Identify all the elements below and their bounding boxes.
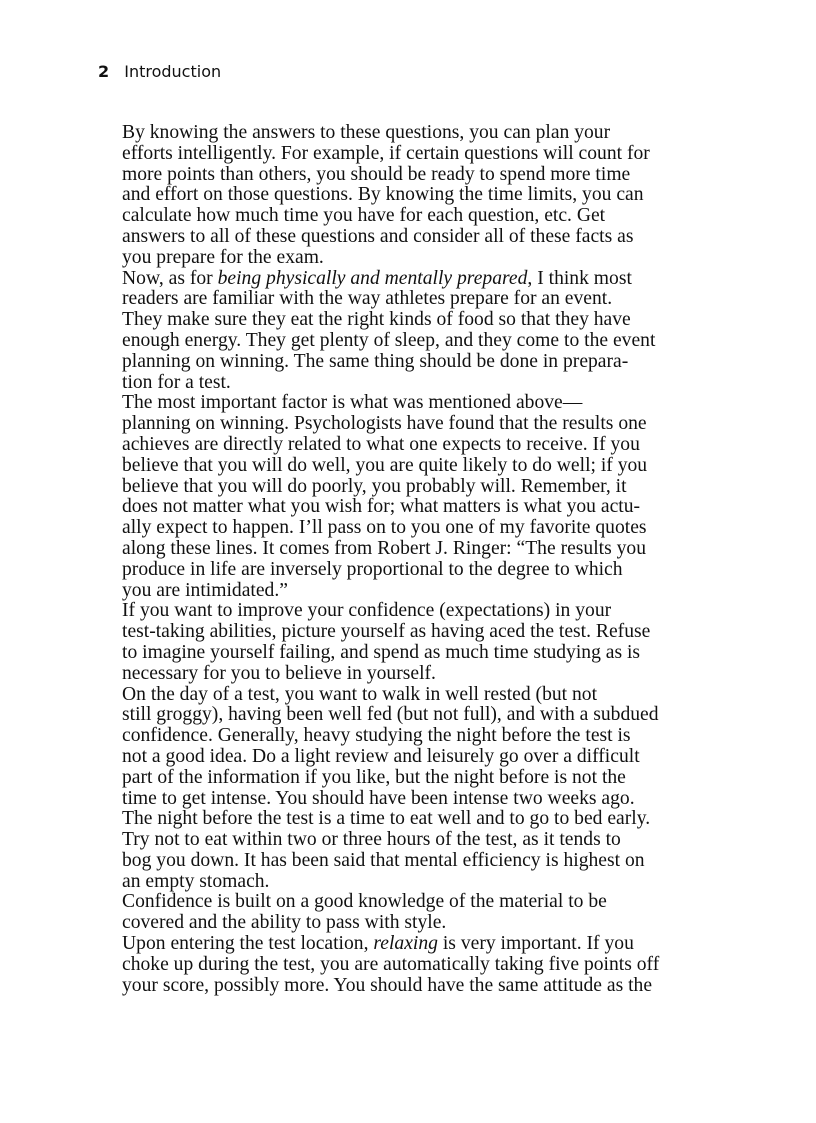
text-line: The most important factor is what was mentioned above—	[122, 392, 583, 414]
text-line: calculate how much time you have for each question, etc. Get	[122, 205, 606, 227]
text-line: readers are familiar with the way athletes prepare for an event.	[122, 288, 613, 310]
text-line: more points than others, you should be ready to spend more time	[122, 163, 631, 185]
text-line: an empty stomach.	[122, 870, 270, 892]
text-line: planning on winning. The same thing should be done in prepara-	[122, 350, 629, 372]
paragraph-7	[98, 934, 722, 996]
text-line: answers to all of these questions and consider all of these facts as	[122, 225, 634, 247]
paragraph-6	[98, 892, 722, 934]
text-line: you prepare for the exam.	[122, 246, 324, 268]
text-line: necessary for you to believe in yourself.	[122, 662, 436, 684]
text-line: to imagine yourself failing, and spend as much time studying as is	[122, 641, 641, 663]
paragraph-3	[98, 393, 722, 601]
text-line: not a good idea. Do a light review and leisurely go over a difficult	[122, 745, 640, 767]
text-line: believe that you will do poorly, you probably will. Remember, it	[122, 475, 627, 497]
text-line: covered and the ability to pass with style.	[122, 912, 447, 934]
paragraph-5	[98, 685, 722, 893]
text-line: They make sure they eat the right kinds of food so that they have	[122, 309, 631, 331]
text-line: time to get intense. You should have been intense two weeks ago.	[122, 787, 635, 809]
text-line: test-taking abilities, picture yourself as having aced the test. Refuse	[122, 621, 651, 643]
text-line: If you want to improve your confidence (expectations) in your	[122, 600, 612, 622]
running-header	[98, 62, 221, 81]
text-line: ally expect to happen. I’ll pass on to you one of my favorite quotes	[122, 517, 647, 539]
text-line: your score, possibly more. You should have the same attitude as the	[122, 974, 653, 996]
text-line: part of the information if you like, but the night before is not the	[122, 766, 626, 788]
text-line: still groggy), having been well fed (but not full), and with a subdued	[122, 704, 659, 726]
text-line: By knowing the answers to these questions, you can plan your	[122, 122, 611, 143]
text-run: Now, as for	[122, 267, 218, 289]
text-run: is very important. If you	[437, 933, 634, 955]
text-line: confidence. Generally, heavy studying the night before the test is	[122, 725, 631, 747]
text-line	[98, 934, 722, 955]
text-line: and effort on those questions. By knowing the time limits, you can	[122, 184, 644, 206]
text-line: Confidence is built on a good knowledge of the material to be	[122, 891, 607, 913]
body-text	[98, 123, 722, 996]
text-line: tion for a test.	[122, 371, 231, 393]
text-line: achieves are directly related to what one expects to receive. If you	[122, 433, 640, 455]
emphasis: being physically and mentally prepared	[217, 267, 528, 289]
text-run: Upon entering the test location,	[122, 933, 374, 955]
text-line: bog you down. It has been said that mental efficiency is highest on	[122, 849, 645, 871]
text-line: planning on winning. Psychologists have found that the results one	[122, 413, 647, 435]
page-number: 2	[98, 62, 110, 81]
text-line: you are intimidated.”	[122, 579, 288, 601]
text-line: believe that you will do well, you are quite likely to do well; if you	[122, 454, 648, 476]
text-line: Try not to eat within two or three hours of the test, as it tends to	[122, 829, 621, 851]
section-title: Introduction	[124, 62, 222, 81]
text-line: does not matter what you wish for; what matters is what you actu-	[122, 496, 641, 518]
text-line: along these lines. It comes from Robert J. Ringer: “The results you	[122, 537, 647, 559]
paragraph-4	[98, 601, 722, 684]
text-line: produce in life are inversely proportional to the degree to which	[122, 558, 623, 580]
text-run: , I think most	[527, 267, 632, 289]
paragraph-1	[98, 123, 722, 269]
text-line	[98, 269, 722, 290]
text-line: choke up during the test, you are automatically taking five points off	[122, 953, 660, 975]
text-line: The night before the test is a time to eat well and to go to bed early.	[122, 808, 651, 830]
text-line: efforts intelligently. For example, if certain questions will count for	[122, 142, 650, 164]
text-line: enough energy. They get plenty of sleep, and they come to the event	[122, 329, 656, 351]
paragraph-2	[98, 269, 722, 394]
text-line: On the day of a test, you want to walk in well rested (but not	[122, 683, 598, 705]
emphasis: relaxing	[373, 933, 438, 955]
